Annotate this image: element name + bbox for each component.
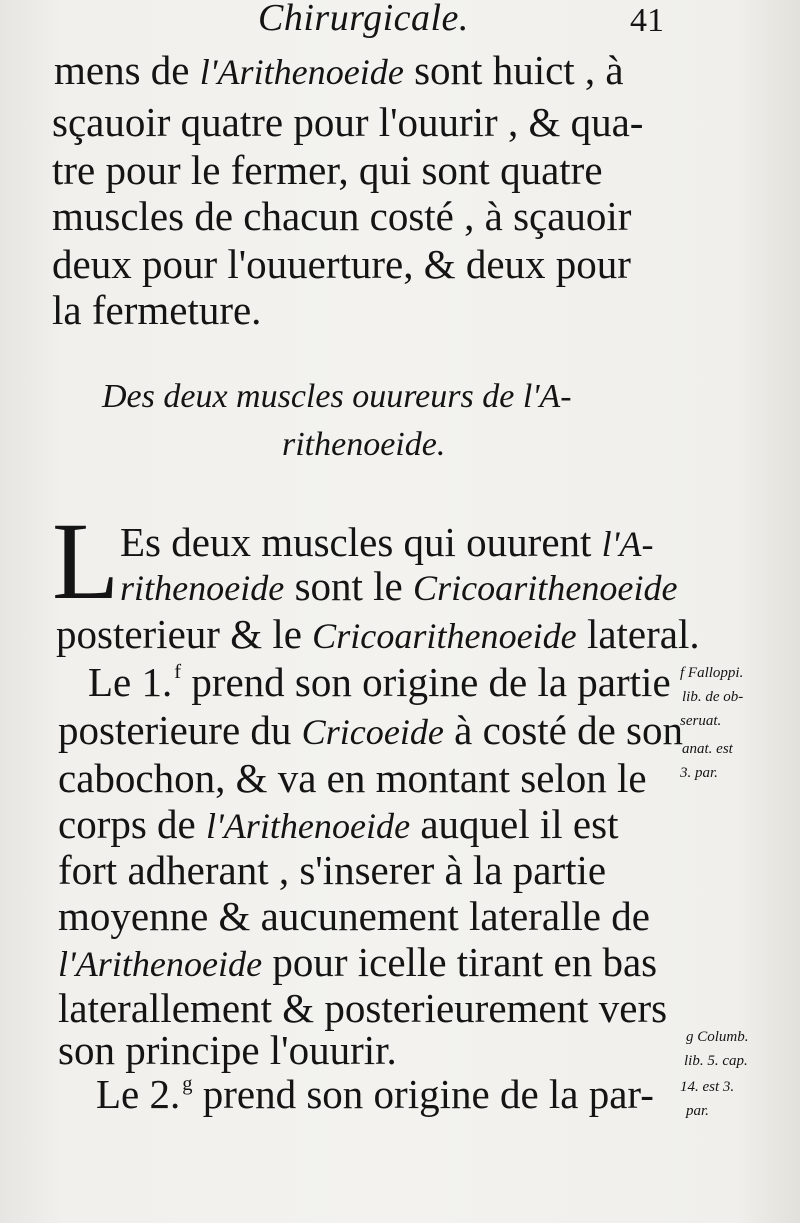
footnote-marker: g — [182, 1072, 193, 1095]
italic-term: l'A- — [601, 524, 654, 564]
text-span: sont huict , à — [403, 47, 624, 93]
text-line: sçauoir quatre pour l'ouurir , & qua- — [52, 99, 644, 145]
running-header-title: Chirurgicale. — [258, 0, 469, 39]
italic-term: Cricoeide — [301, 712, 444, 752]
marginal-note-g: par. — [686, 1103, 709, 1119]
italic-term: l'Arithenoeide — [206, 806, 411, 846]
italic-term: l'Arithenoeide — [199, 52, 404, 92]
text-line — [58, 801, 619, 847]
text-line: son principe l'ouurir. — [58, 1027, 397, 1073]
marginal-note-g: 14. est 3. — [680, 1079, 735, 1095]
text-line: cabochon, & va en montant selon le — [58, 755, 647, 801]
marginal-note-f: 3. par. — [680, 765, 718, 781]
marginal-note-f: lib. de ob- — [682, 689, 744, 705]
marginal-note-g: g Columb. — [686, 1029, 749, 1045]
text-span: corps de — [58, 801, 207, 847]
page-number: 41 — [630, 2, 664, 39]
section-heading-line1: Des deux muscles ouureurs de l'A- — [102, 378, 572, 415]
text-span: pour icelle tirant en bas — [262, 939, 658, 985]
text-line: moyenne & aucunement lateralle de — [58, 893, 650, 939]
text-line: muscles de chacun costé , à sçauoir — [52, 193, 632, 239]
text-line — [54, 47, 624, 93]
text-span: posterieur & le — [56, 611, 313, 657]
text-line: laterallement & posterieurement vers — [58, 985, 668, 1031]
marginal-note-f: seruat. — [680, 713, 722, 729]
text-line: tre pour le fermer, qui sont quatre — [52, 147, 603, 193]
text-line — [56, 611, 700, 657]
text-line — [120, 519, 654, 565]
italic-term: l'Arithenoeide — [58, 944, 263, 984]
italic-term: rithenoeide — [120, 568, 285, 608]
marginal-note-f: anat. est — [682, 741, 733, 757]
section-heading-line2: rithenoeide. — [282, 426, 446, 463]
marginal-note-g: lib. 5. cap. — [684, 1053, 748, 1069]
italic-term: Cricoarithenoeide — [413, 568, 678, 608]
italic-term: Cricoarithenoeide — [312, 616, 577, 656]
text-span: posterieure du — [58, 707, 302, 753]
text-span: lateral. — [576, 611, 700, 657]
drop-cap: L — [52, 500, 120, 622]
text-span: à costé de son — [443, 707, 684, 753]
text-line — [120, 563, 678, 609]
text-span: Le 1. — [88, 659, 173, 705]
footnote-marker: f — [174, 660, 182, 683]
text-line: fort adherant , s'inserer à la partie — [58, 847, 607, 893]
text-span: sont le — [284, 563, 413, 609]
text-span: auquel il est — [410, 801, 619, 847]
text-span: prend son origine de la partie — [181, 659, 671, 705]
text-span: Le 2. — [96, 1071, 181, 1117]
text-line — [58, 939, 658, 985]
text-span: prend son origine de la par- — [192, 1071, 654, 1117]
text-span: Es deux muscles qui ouurent — [120, 519, 602, 565]
text-line — [88, 659, 671, 705]
text-line: deux pour l'ouuerture, & deux pour — [52, 241, 631, 287]
text-line — [58, 707, 684, 753]
text-span: mens de — [54, 47, 200, 93]
text-line — [96, 1071, 654, 1117]
text-line: la fermeture. — [52, 287, 262, 333]
marginal-note-f: f Falloppi. — [680, 665, 744, 681]
